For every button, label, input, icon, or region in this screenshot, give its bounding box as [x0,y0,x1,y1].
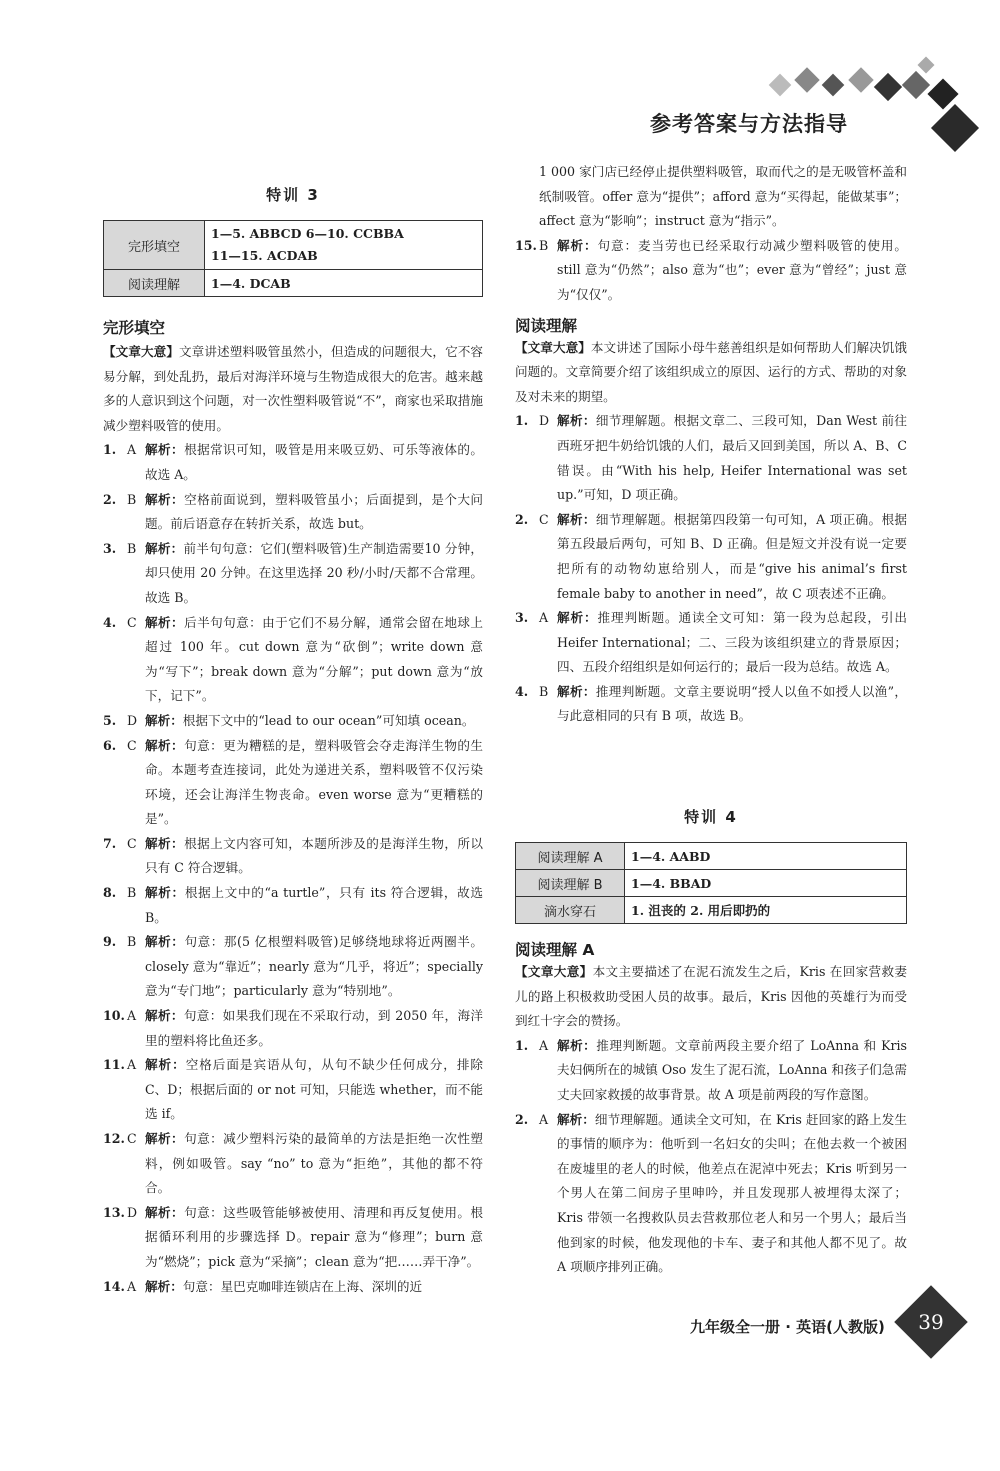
item-number: 6. [103,737,117,753]
table-value: 1. 沮丧的 2. 用后即扔的 [625,897,907,924]
item-text: 句意：这些吸管能够被使用、清理和再反复使用。根据循环利用的步骤选择 D。repair 意为“修理”；burn 意为“燃烧”；pick 意为“采摘”；clean 意为“把……弄干净”。 [145,1204,484,1269]
item-answer: D [127,1204,138,1220]
table-label: 阅读理解 B [516,870,625,897]
item-number: 2. [103,491,117,507]
continuation-text: 1 000 家门店已经停止提供塑料吸管，取而代之的是无吸管杯盖和纸制吸管。offer 意为“提供”；afford 意为“买得起，能做某事”；affect 意为“影响”；instruct 意为“指示”。 [539,164,907,229]
item-keyword: 解析： [557,683,596,699]
item-answer: C [127,1131,137,1146]
item-keyword: 解析： [145,885,185,901]
item-keyword: 解析： [145,1008,184,1024]
section-title-3: 特训 3 [266,186,320,204]
item-number: 15. [515,237,537,253]
item-body [145,1053,483,1127]
list-item [103,438,483,487]
item-answer: D [539,413,550,429]
list-item [103,1275,483,1300]
item-keyword: 解析： [557,1111,595,1127]
item-text: 空格后面是宾语从句，从句不缺少任何成分，排除 C、D；根据后面的 or not 可知，只能选 whether，而不能选 if。 [145,1057,484,1122]
list-item [103,930,483,1004]
item-text: 推理判断题。文章前两段主要介绍了 LoAnna 和 Kris 夫妇俩所在的城镇 Oso 发生了泥石流，LoAnna 和孩子们急需丈夫回家救援的故事背景。故 A 项是前两段的写作意图。 [557,1037,908,1102]
item-keyword: 解析： [557,237,598,253]
item-keyword: 解析： [145,934,185,950]
item-answer: B [127,491,137,507]
item-number: 1. [515,1037,529,1053]
list-item [515,606,907,680]
summary-text: 本文主要描述了在泥石流发生之后，Kris 在回家营救妻儿的路上积极救助受困人员的故事。最后，Kris 因他的英雄行为而受到红十字会的赞扬。 [515,964,907,1029]
summary-tag: 【文章大意】 [103,344,180,359]
item-number: 13. [103,1204,125,1220]
summary [515,336,907,410]
header-diamond-ornament [700,55,1000,155]
item-body [145,881,483,930]
heading-reading: 阅读理解 [515,316,578,335]
item-answer: A [539,610,549,626]
item-body [145,611,483,709]
item-answer: B [539,237,549,253]
item-answer: B [127,540,137,556]
item-answer: B [539,683,549,699]
table-value: 1—4. BBAD [625,870,907,897]
answer-table-3 [103,220,483,297]
item-keyword: 解析： [145,1131,185,1146]
item-number: 2. [515,511,529,527]
item-keyword: 解析： [145,712,183,728]
item-keyword: 解析： [145,1278,183,1294]
item-number: 12. [103,1131,125,1146]
item-text: 推理判断题。文章主要说明“授人以鱼不如授人以渔”，与此意相同的只有 B 项，故选 B。 [557,683,907,724]
summary-tag: 【文章大意】 [515,964,593,979]
footer-book-title: 九年级全一册 · 英语(人教版) [690,1318,885,1336]
item-keyword: 解析： [557,511,596,527]
summary-tag: 【文章大意】 [515,339,591,355]
item-keyword: 解析： [145,835,185,851]
item-answer: C [539,511,549,527]
item-answer: A [539,1111,549,1127]
header-title: 参考答案与方法指导 [650,112,848,136]
table-label: 滴水穿石 [516,897,625,924]
item-number: 5. [103,712,117,728]
item-keyword: 解析： [145,442,185,458]
list-item [103,1127,483,1201]
item-text: 句意：更为糟糕的是，塑料吸管会夺走海洋生物的生命。本题考查连接词，此处为递进关系，塑料吸管不仅污染环境，还会让海洋生物丧命。even worse 意为“更糟糕的是”。 [145,737,484,827]
table-row [516,870,907,897]
heading-reading-a: 阅读理解 A [515,941,595,959]
right-body-bottom [515,938,907,1280]
item-text: 根据上文中的“a turtle”，只有 its 符合逻辑，故选 B。 [145,885,484,925]
item-number: 7. [103,835,117,851]
item-text: 空格前面说到，塑料吸管虽小；后面提到，是个大问题。前后语意存在转折关系，故选 but。 [145,491,484,532]
section-title-4: 特训 4 [684,808,738,826]
list-item [103,709,483,734]
table-value-line: 1—5. ABBCD 6—10. CCBBA [211,226,404,241]
item-text: 根据常识可知，吸管是用来吸豆奶、可乐等液体的。故选 A。 [145,442,484,482]
item-number: 10. [103,1008,125,1024]
left-body [103,316,483,1299]
item-answer: C [127,835,137,851]
item-text: 细节理解题。通读全文可知，在 Kris 赶回家的路上发生的事情的顺序为：他听到一名妇女的尖叫；在他去救一个被困在废墟里的老人的时候，他差点在泥淖中死去；Kris 听到另一个男人在第二间房子里呻吟，并且发现那人被埋得太深了；Kris 带领一名搜救队员去营救那位老人和另一个男人；最后当他到家的时候，他发现他的卡车、妻子和其他人都不见了。故 A 项顺序排列正确。 [557,1111,907,1275]
summary-text: 文章讲述塑料吸管虽然小，但造成的问题很大，它不容易分解，到处乱扔，最后对海洋环境与生物造成很大的危害。越来越多的人意识到这个问题，对一次性塑料吸管说“不”，商家也采取措施减少塑料吸管的使用。 [103,344,484,433]
item-number: 4. [515,683,529,699]
answer-list [103,438,483,1299]
item-text: 根据上文内容可知，本题所涉及的是海洋生物，所以只有 C 符合逻辑。 [145,835,484,876]
item-body [145,832,483,881]
page-number: 39 [918,1310,944,1334]
item-answer: A [127,442,137,458]
item-text: 细节理解题。根据第四段第一句可知，A 项正确。根据第五段最后两句，可知 B、D 正确。但是短文并没有说一定要把所有的动物幼崽给别人，而是“give his animal’s first female baby to another in need”，故 C 项表述不正确。 [557,511,907,601]
item-keyword: 解析： [557,1037,597,1053]
summary [103,340,483,438]
summary-text: 本文讲述了国际小母牛慈善组织是如何帮助人们解决饥饿问题的。文章简要介绍了该组织成立的原因、运行的方式、帮助的对象及对未来的期望。 [515,339,908,404]
list-item [103,1201,483,1275]
item-body [557,1034,907,1108]
table-row [104,270,483,297]
table-row [516,843,907,870]
table-value: 1—4. AABD [625,843,907,870]
list-item [103,488,483,537]
item-number: 8. [103,885,117,901]
item-body [145,930,483,1004]
item-body [145,1275,483,1300]
item-text: 前半句句意：它们(塑料吸管)生产制造需要10 分钟，却只使用 20 分钟。在这里选择 20 秒/小时/天都不合常理。故选 B。 [145,540,484,605]
item-body [145,709,483,734]
item-body [557,680,907,729]
item-number: 14. [103,1278,125,1294]
item-keyword: 解析： [145,614,185,630]
item-keyword: 解析： [145,491,185,507]
item-keyword: 解析： [145,540,184,556]
item-keyword: 解析： [145,1057,186,1073]
item-answer: A [127,1008,137,1024]
item-keyword: 解析： [557,610,598,626]
item-answer: C [127,737,137,753]
item-answer: C [127,614,137,630]
item-keyword: 解析： [145,1204,185,1220]
item-body [145,438,483,487]
table-label: 阅读理解 [104,270,205,297]
item-answer: D [127,712,138,728]
item-body [557,606,907,680]
list-item [515,409,907,507]
item-body [557,409,907,507]
item-body [557,508,907,606]
item-body [145,1201,483,1275]
item-text: 后半句句意：由于它们不易分解，通常会留在地球上超过 100 年。cut down 意为“砍倒”；write down 意为“写下”；break down 意为“分解”；put down 意为“放下，记下”。 [145,614,484,704]
item-number: 2. [515,1111,529,1127]
right-body-top [515,160,907,729]
table-label: 完形填空 [104,221,205,270]
item-text: 细节理解题。根据文章二、三段可知，Dan West 前往西班牙把牛奶给饥饿的人们，最后又回到美国，所以 A、B、C 错误。由“With his help, Heifer International was set up.”可知，D 项正确。 [557,413,908,503]
item-keyword: 解析： [145,737,185,753]
item-body [145,488,483,537]
list-item [103,1004,483,1053]
item-answer: A [539,1037,549,1053]
table-value: 1—4. DCAB [205,270,483,297]
heading-cloze: 完形填空 [103,319,166,337]
list-item [515,508,907,606]
item-number: 9. [103,934,117,950]
item-text: 句意：如果我们现在不采取行动，到 2050 年，海洋里的塑料将比鱼还多。 [145,1008,484,1048]
item-number: 3. [103,540,117,556]
list-item [515,1108,907,1280]
item-body [145,537,483,611]
answer-list [515,1034,907,1280]
list-item [515,234,907,308]
item-body [145,1004,483,1053]
list-item [103,1053,483,1127]
item-body [557,234,907,308]
table-row [516,897,907,924]
item-body [557,1108,907,1280]
item-body [145,734,483,832]
answer-table-4 [515,842,907,924]
item-answer: B [127,934,137,950]
list-item [515,680,907,729]
item-text: 句意：星巴克咖啡连锁店在上海、深圳的近 [182,1278,423,1294]
item-text: 根据下文中的“lead to our ocean”可知填 ocean。 [182,712,475,728]
item-keyword: 解析： [557,413,596,429]
list-item [103,734,483,832]
item-text: 句意：麦当劳也已经采取行动减少塑料吸管的使用。still 意为“仍然”；also 意为“也”；ever 意为“曾经”；just 意为“仅仅”。 [557,237,908,302]
table-row [104,221,483,270]
item-answer: A [127,1278,137,1294]
summary [515,960,907,1034]
table-value-line: 11—15. ACDAB [211,248,318,263]
answer-list [515,409,907,729]
table-label: 阅读理解 A [516,843,625,870]
item-answer: B [127,885,137,901]
item-number: 4. [103,614,117,630]
table-value [205,221,483,270]
item-number: 3. [515,610,529,626]
item-number: 1. [515,413,529,429]
item-body [145,1127,483,1201]
list-item [103,832,483,881]
list-item [103,881,483,930]
list-item [103,537,483,611]
item-answer: A [127,1057,137,1073]
list-item [103,611,483,709]
list-item [515,1034,907,1108]
item-number: 11. [103,1057,125,1073]
item-text: 推理判断题。通读全文可知：第一段为总起段，引出 Heifer International；二、三段为该组织建立的背景原因；四、五段介绍组织是如何运行的；最后一段为总结。故选 A。 [557,610,908,675]
item-text: 句意：减少塑料污染的最简单的方法是拒绝一次性塑料，例如吸管。say “no” to 意为“拒绝”，其他的都不符合。 [145,1131,484,1196]
item-number: 1. [103,442,117,458]
item-text: 句意：那(5 亿根塑料吸管)足够绕地球将近两圈半。closely 意为“靠近”；nearly 意为“几乎，将近”；specially 意为“专门地”；particularly 意为“特别地”。 [145,934,484,999]
